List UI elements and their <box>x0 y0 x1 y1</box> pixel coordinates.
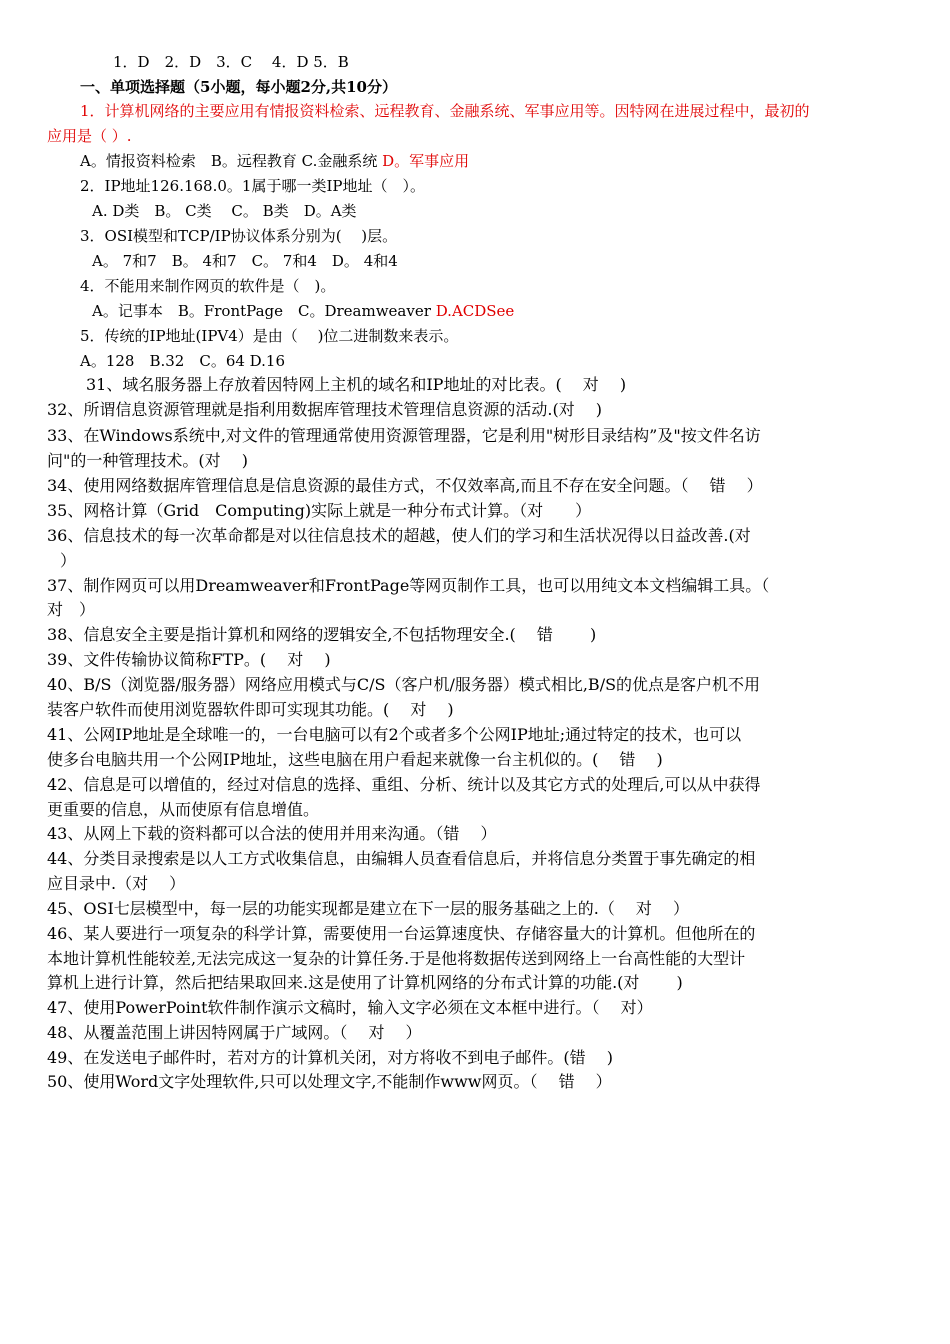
tf-item-32: 32、所谓信息资源管理就是指利用数据库管理技术管理信息资源的活动.(对 ) <box>47 400 603 419</box>
question-1-stem-line2: 应用是（ ）. <box>47 127 132 145</box>
tf-item-44-line1: 44、分类目录搜索是以人工方式收集信息，由编辑人员查看信息后，并将信息分类置于事先确定的相 <box>47 849 756 868</box>
tf-item-40-line2: 装客户软件而使用浏览器软件即可实现其功能。( 对 ) <box>47 700 454 719</box>
tf-item-43: 43、从网上下载的资料都可以合法的使用并用来沟通。（错 ） <box>47 824 497 843</box>
question-5-stem: 5．传统的IP地址(IPV4）是由（ )位二进制数来表示。 <box>80 327 459 345</box>
tf-item-35: 35、网格计算（Grid Computing)实际上就是一种分布式计算。（对 ） <box>47 501 592 520</box>
tf-item-46-line2: 本地计算机性能较差,无法完成这一复杂的计算任务.于是他将数据传送到网络上一台高性能的大型计 <box>47 949 746 968</box>
tf-item-38: 38、信息安全主要是指计算机和网络的逻辑安全,不包括物理安全.( 错 ) <box>47 625 597 644</box>
tf-item-34: 34、使用网络数据库管理信息是信息资源的最佳方式，不仅效率高,而且不存在安全问题。（ 错 ） <box>47 476 763 495</box>
tf-item-44-line2: 应目录中.（对 ） <box>47 874 186 893</box>
section-title: 一、单项选择题（5小题，每小题2分,共10分） <box>80 78 397 96</box>
tf-item-46-line1: 46、某人要进行一项复杂的科学计算，需要使用一台运算速度快、存储容量大的计算机。但他所在的 <box>47 924 756 943</box>
question-1-options-text: A。情报资料检索 B。远程教育 C.金融系统 <box>80 152 378 170</box>
question-4-answer: D.ACDSee <box>435 302 515 320</box>
question-4-stem: 4．不能用来制作网页的软件是（ )。 <box>80 277 336 295</box>
tf-item-47: 47、使用PowerPoint软件制作演示文稿时，输入文字必须在文本框中进行。（ 对） <box>47 998 653 1017</box>
question-4-options <box>92 301 514 321</box>
question-1-options <box>80 151 469 171</box>
tf-item-41-line1: 41、公网IP地址是全球唯一的，一台电脑可以有2个或者多个公网IP地址;通过特定的技术，也可以 <box>47 725 742 744</box>
question-2-options: A. D类 B。 C类 C。 B类 D。A类 <box>92 202 357 220</box>
tf-item-42-line2: 更重要的信息，从而使原有信息增值。 <box>47 800 320 819</box>
tf-item-37-line1: 37、制作网页可以用Dreamweaver和FrontPage等网页制作工具，也可以用纯文本文档编辑工具。（ <box>47 576 770 595</box>
tf-item-33-line1: 33、在Windows系统中,对文件的管理通常使用资源管理器，它是利用"树形目录结构”及"按文件名访 <box>47 426 761 445</box>
tf-item-36-line1: 36、信息技术的每一次革命都是对以往信息技术的超越，使人们的学习和生活状况得以日益改善.(对 <box>47 526 751 545</box>
question-2-stem: 2．IP地址126.168.0。1属于哪一类IP地址（ ）。 <box>80 177 425 195</box>
tf-item-42-line1: 42、信息是可以增值的，经过对信息的选择、重组、分析、统计以及其它方式的处理后,可以从中获得 <box>47 775 761 794</box>
tf-item-40-line1: 40、B/S（浏览器/服务器）网络应用模式与C/S（客户机/服务器）模式相比,B/S的优点是客户机不用 <box>47 675 761 694</box>
question-1-stem-line1: 1．计算机网络的主要应用有情报资料检索、远程教育、金融系统、军事应用等。因特网在进展过程中，最初的 <box>80 102 810 120</box>
tf-item-39: 39、文件传输协议简称FTP。( 对 ) <box>47 650 331 669</box>
tf-item-36-line2: ） <box>60 551 77 570</box>
question-3-options: A。 7和7 B。 4和7 C。 7和4 D。 4和4 <box>92 252 398 270</box>
tf-item-49: 49、在发送电子邮件时，若对方的计算机关闭，对方将收不到电子邮件。(错 ) <box>47 1048 613 1067</box>
question-3-stem: 3．OSI模型和TCP/IP协议体系分别为( )层。 <box>80 227 398 245</box>
tf-item-45: 45、OSI七层模型中，每一层的功能实现都是建立在下一层的服务基础之上的.（ 对 ） <box>47 899 690 918</box>
answer-key-line: 1．D 2．D 3．C 4．D 5．B <box>113 53 349 71</box>
tf-item-37-line2: 对 ） <box>47 600 96 619</box>
tf-item-31: 31、域名服务器上存放着因特网上主机的域名和IP地址的对比表。( 对 ) <box>86 375 627 394</box>
question-4-options-text: A。记事本 B。FrontPage C。Dreamweaver <box>92 302 431 320</box>
tf-item-48: 48、从覆盖范围上讲因特网属于广域网。（ 对 ） <box>47 1023 422 1042</box>
question-5-options: A。128 B.32 C。64 D.16 <box>80 352 286 370</box>
tf-item-46-line3: 算机上进行计算，然后把结果取回来.这是使用了计算机网络的分布式计算的功能.(对 ) <box>47 973 683 992</box>
question-1-answer: D。军事应用 <box>382 152 470 170</box>
tf-item-33-line2: 问"的一种管理技术。(对 ) <box>47 451 248 470</box>
tf-item-41-line2: 使多台电脑共用一个公网IP地址，这些电脑在用户看起来就像一台主机似的。( 错 ) <box>47 750 663 769</box>
tf-item-50: 50、使用Word文字处理软件,只可以处理文字,不能制作www网页。（ 错 ） <box>47 1072 612 1091</box>
